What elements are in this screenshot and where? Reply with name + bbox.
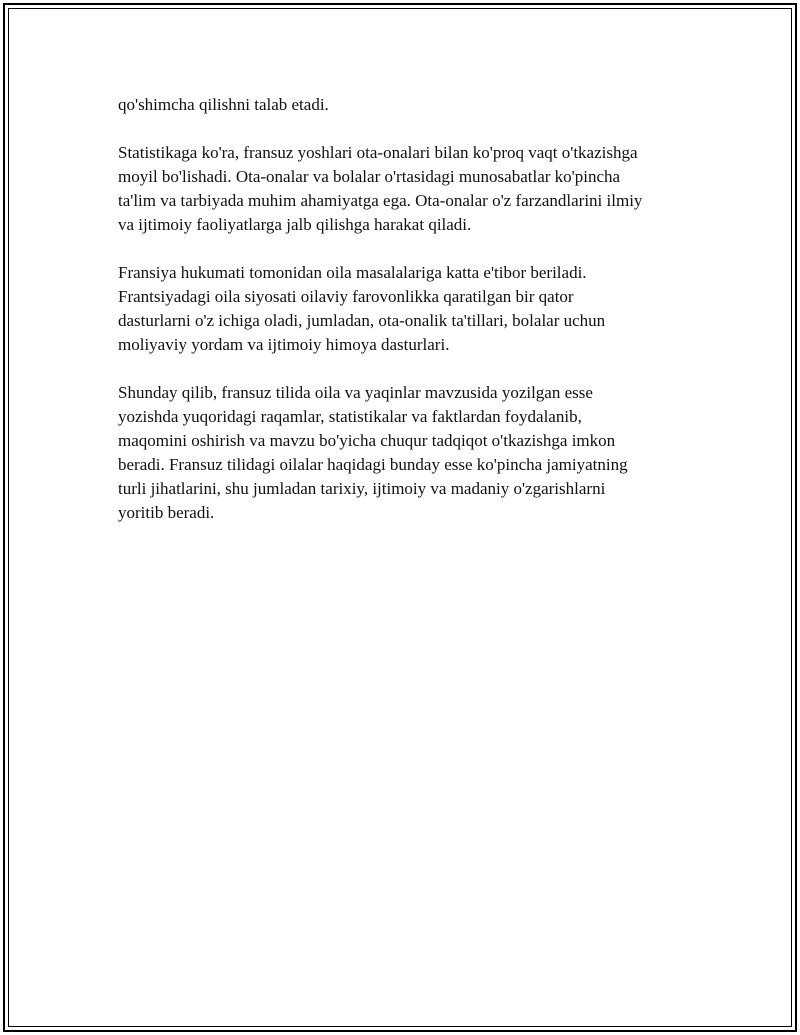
text-line: va ijtimoiy faoliyatlarga jalb qilishga harakat qiladi. xyxy=(118,215,472,234)
text-line: turli jihatlarini, shu jumladan tarixiy, ijtimoiy va madaniy o'zgarishlarni xyxy=(118,479,606,498)
text-line: yozishda yuqoridagi raqamlar, statistikalar va faktlardan foydalanib, xyxy=(118,407,582,426)
paragraph-1 xyxy=(118,93,698,117)
text-line: moliyaviy yordam va ijtimoiy himoya dasturlari. xyxy=(118,335,450,354)
text-line: Fransiya hukumati tomonidan oila masalalariga katta e'tibor beriladi. xyxy=(118,263,587,282)
text-line: Shunday qilib, fransuz tilida oila va yaqinlar mavzusida yozilgan esse xyxy=(118,383,593,402)
text-line: Statistikaga ko'ra, fransuz yoshlari ota-onalari bilan ko'proq vaqt o'tkazishga xyxy=(118,143,638,162)
paragraph-4 xyxy=(118,381,698,525)
text-line: beradi. Fransuz tilidagi oilalar haqidagi bunday esse ko'pincha jamiyatning xyxy=(118,455,628,474)
text-line: Frantsiyadagi oila siyosati oilaviy farovonlikka qaratilgan bir qator xyxy=(118,287,574,306)
document-body xyxy=(118,93,698,549)
paragraph-2 xyxy=(118,141,698,237)
paragraph-3 xyxy=(118,261,698,357)
text-line: yoritib beradi. xyxy=(118,503,215,522)
text-line: maqomini oshirish va mavzu bo'yicha chuqur tadqiqot o'tkazishga imkon xyxy=(118,431,616,450)
text-line: dasturlarni o'z ichiga oladi, jumladan, ota-onalik ta'tillari, bolalar uchun xyxy=(118,311,606,330)
text-line: moyil bo'lishadi. Ota-onalar va bolalar o'rtasidagi munosabatlar ko'pincha xyxy=(118,167,621,186)
text-line: qo'shimcha qilishni talab etadi. xyxy=(118,95,329,114)
text-line: ta'lim va tarbiyada muhim ahamiyatga ega. Ota-onalar o'z farzandlarini ilmiy xyxy=(118,191,643,210)
